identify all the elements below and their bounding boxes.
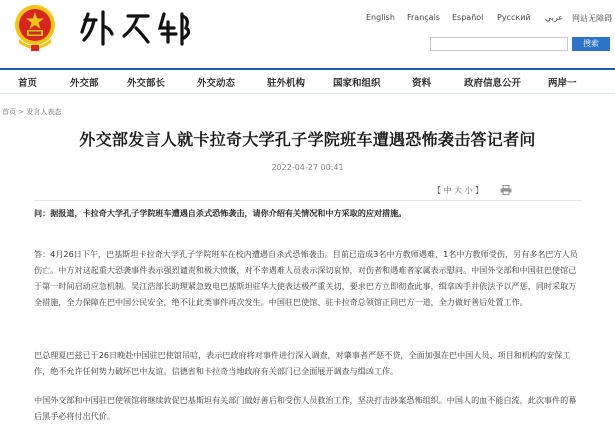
article-paragraph-2: 巴总理夏巴兹已于26日晚赴中国驻巴使馆吊唁，表示巴政府将对事件进行深入调查，对肇事者严惩不贷，全面加强在巴中国人员、项目和机构的安保工作，绝不允许任何势力破坏巴中友谊。信德省和卡拉奇当地政府有关部门已全面展开调查与缉凶工作。	[34, 350, 571, 376]
search-input[interactable]	[430, 37, 568, 51]
nav-item-home[interactable]: 首页	[18, 78, 38, 89]
divider	[34, 200, 582, 201]
article-paragraph-3: 中国外交部和中国驻巴使领馆将继续敦促巴基斯坦有关部门做好善后和受伤人员救治工作，坚决打击涉案恐怖组织。中国人的血不能白流，此次事件的幕后黑手必将付出代价。	[34, 395, 577, 421]
breadcrumb	[2, 107, 61, 117]
breadcrumb-home[interactable]: 首页	[2, 108, 16, 116]
site-logo-calligraphy[interactable]	[78, 8, 193, 48]
article-question: 问：据报道，卡拉奇大学孔子学院班车遭遇自杀式恐怖袭击，请你介绍有关情况和中方采取的应对措施。	[34, 208, 407, 218]
lang-spanish[interactable]: Español	[452, 13, 484, 22]
nav-item-gov-info[interactable]: 政府信息公开	[464, 78, 522, 89]
site-header	[0, 0, 615, 68]
nav-item-countries-orgs[interactable]: 国家和组织	[333, 78, 381, 89]
main-nav	[0, 68, 615, 94]
article-title: 外交部发言人就卡拉奇大学孔子学院班车遭遇恐怖袭击答记者问	[79, 130, 536, 149]
lang-french[interactable]: Français	[407, 13, 440, 22]
breadcrumb-separator: >	[18, 108, 25, 116]
search-button[interactable]: 搜索	[572, 37, 610, 51]
lang-accessibility[interactable]: 网站无障碍	[572, 14, 612, 23]
print-icon[interactable]	[500, 185, 512, 195]
nav-item-documents[interactable]: 资料	[412, 78, 432, 89]
article-paragraph-1: 答：4月26日下午，巴基斯坦卡拉奇大学孔子学院班车在校内遭遇自杀式恐怖袭击。目前已造成3名中方教师遇难，1名中方教师受伤，另有多名巴方人员伤亡。中方对这起重大恐袭事件表示强烈谴责和极大愤慨，对不幸遇难人员表示深切哀悼，对伤者和遇难者家属表示慰问。中国外交部和中国驻巴使馆已于第一时间启动应急机制。吴江浩部长助理紧急致电巴基斯坦驻华大使表达极严重关切，要求巴方立即彻查此事，缉拿凶手并依法予以严惩，同时采取万全措施，全力保障在巴中国公民安全，绝不让此类事件再次发生。中国驻巴使馆、驻卡拉奇总领馆正同巴方一道，全力做好善后处置工作。	[34, 249, 578, 307]
lang-arabic[interactable]: عربي	[545, 13, 564, 22]
nav-item-missions-abroad[interactable]: 驻外机构	[267, 78, 306, 89]
breadcrumb-section[interactable]: 发言人表态	[26, 108, 62, 116]
font-size-switcher[interactable]: 【 中 大 小 】	[433, 186, 484, 195]
nav-item-ministry[interactable]: 外交部	[70, 78, 99, 89]
nav-item-cross-strait[interactable]: 两岸一	[548, 78, 577, 89]
article-date: 2022-04-27 00:41	[271, 163, 344, 172]
lang-english[interactable]: English	[366, 13, 395, 22]
lang-russian[interactable]: Русский	[497, 13, 531, 22]
national-emblem-icon[interactable]	[11, 3, 59, 53]
nav-item-diplomacy-news[interactable]: 外交动态	[197, 78, 236, 89]
nav-item-minister[interactable]: 外交部长	[127, 78, 166, 89]
